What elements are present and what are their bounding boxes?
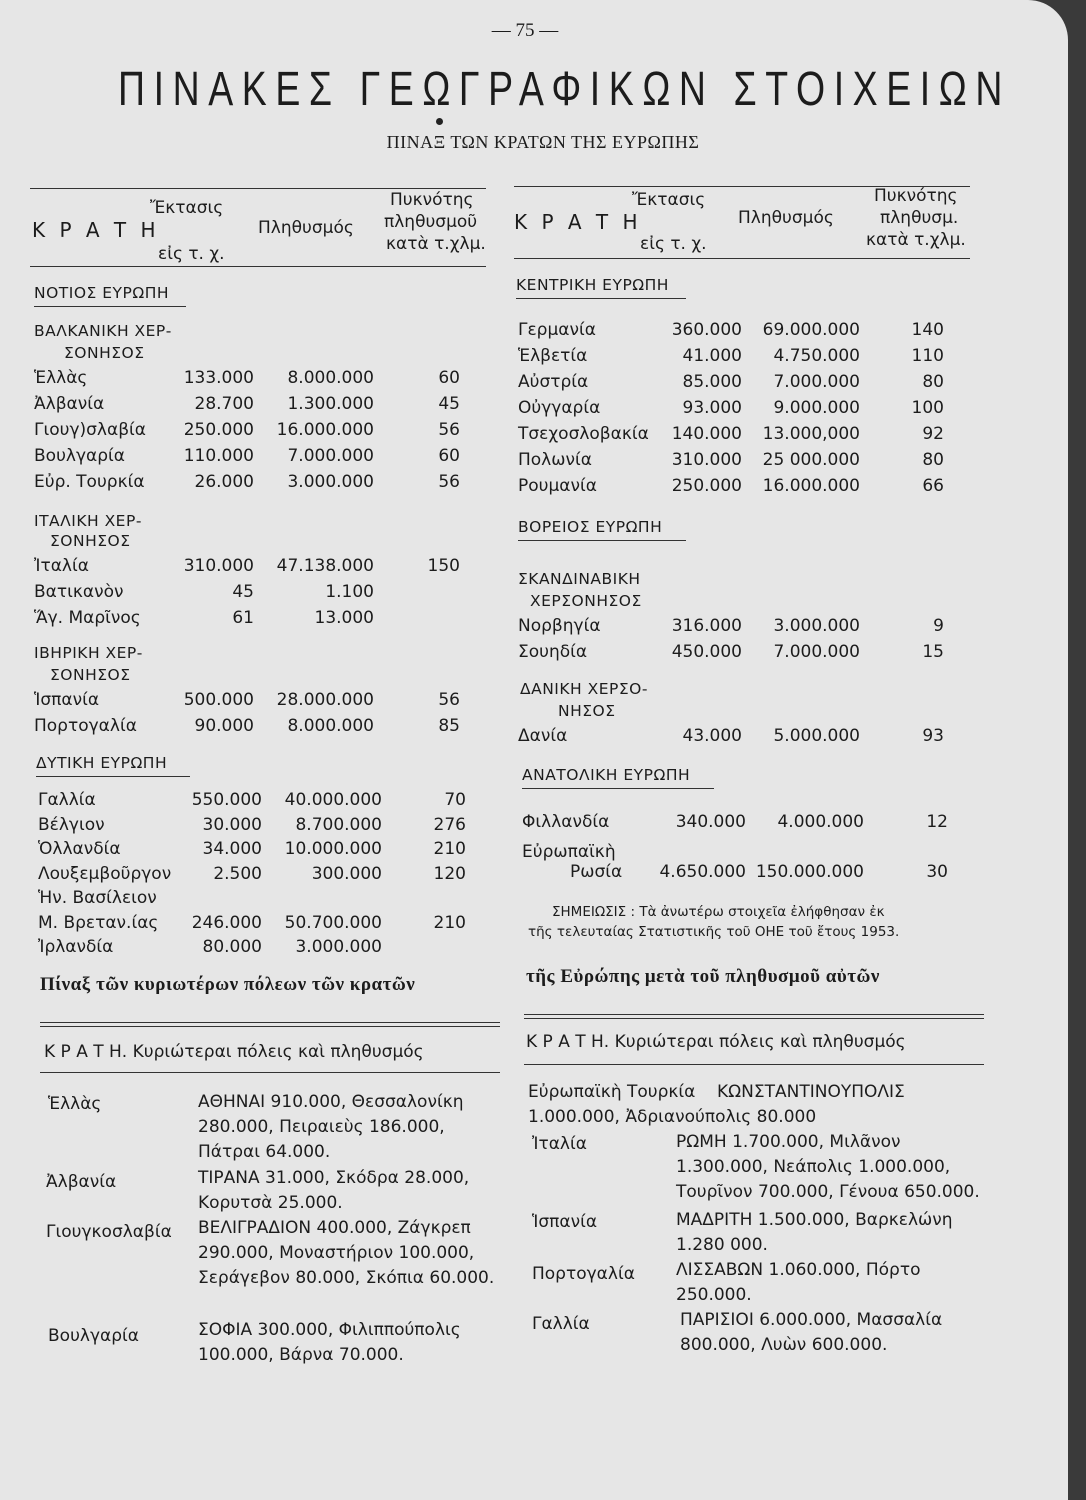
city-state-label: Εὐρωπαϊκὴ Τουρκία [528,1082,696,1102]
table-cell-area: 28.700 [194,394,254,414]
table-cell-pop: 8.000.000 [287,368,374,388]
table-cell-area: 26.000 [194,472,254,492]
table-cell-pop: 3.000.000 [287,472,374,492]
city-state-label: Ἱσπανία [532,1212,598,1232]
page-number: — 75 — [491,20,559,41]
table-cell-name: Νορβηγία [518,616,601,636]
table-cell-name: Ρουμανία [518,476,597,496]
cities-right-header: Κ Ρ Α Τ Η. Κυριώτεραι πόλεις καὶ πληθυσμός [526,1032,906,1052]
table-cell-name: Γιουγ)σλαβία [34,420,147,440]
section-south-europe: ΝΟΤΙΟΣ ΕΥΡΩΠΗ [34,284,170,302]
table-cell-area: 43.000 [682,726,742,746]
table-cell-dens: 120 [433,863,466,884]
table-cell-pop: 5.000.000 [773,726,860,746]
subsection-danish-1: ΔΑΝΙΚΗ ΧΕΡΣΟ- [520,680,648,698]
table-cell-dens: 93 [922,726,944,746]
table-cell-area: 310.000 [183,556,254,576]
left-header-top-rule [30,188,486,189]
table-cell-area: 316.000 [671,616,742,636]
cities-left-header: Κ Ρ Α Τ Η. Κυριώτεραι πόλεις καὶ πληθυσμός [44,1042,424,1062]
table-cell-pop: 50.700.000 [284,912,382,933]
table-cell-pop: 7.000.000 [773,642,860,662]
section-underline [34,306,186,307]
city-list: ΤΙΡΑΝΑ 31.000, Σκόδρα 28.000, Κορυτσὰ 25.000. [198,1168,470,1213]
table-cell-dens: 66 [922,476,944,496]
table-cell-area: 133.000 [183,368,254,388]
table-cell-name: Εὐρ. Τουρκία [34,472,145,492]
table-cell-dens: 150 [427,556,460,576]
city-state-label: Πορτογαλία [532,1264,635,1284]
cities-title-right: τῆς Εὐρώπης μετὰ τοῦ πληθυσμοῦ αὐτῶν [526,966,880,987]
table-cell-name: Πολωνία [518,450,592,470]
table-cell-dens: 210 [433,839,466,859]
table-cell-area: 250.000 [671,476,742,496]
city-list: ΚΩΝΣΤΑΝΤΙΝΟΥΠΟΛΙΣ 1.000.000, Ἀδριανούπολις 80.000 [528,1082,905,1127]
table-cell-dens: 70 [444,790,466,810]
table-cell-area: 360.000 [671,320,742,340]
table-cell-area: 45 [232,582,254,602]
table-cell-name: Ὁλλανδία [38,839,121,859]
table-cell-pop: 13.000 [314,608,374,628]
city-list: ΒΕΛΙΓΡΑΔΙΟΝ 400.000, Ζάγκρεπ 290.000, Μοναστήριον 100.000, Σεράγεβον 80.000, Σκόπια 60.000. [198,1218,495,1288]
table-cell-pop: 300.000 [311,863,382,884]
section-underline [516,298,686,299]
table-cell-name: Βατικανὸν [34,582,124,602]
table-cell-pop: 9.000.000 [773,398,860,418]
table-cell-area: 2.500 [213,863,262,884]
note-line-2: τῆς τελευταίας Στατιστικῆς τοῦ ΟΗΕ τοῦ ἔτους 1953. [528,924,900,940]
table-cell-dens: 210 [433,912,466,933]
subsection-balkan-2: ΣΟΝΗΣΟΣ [64,344,145,362]
cities-title-left: Πίναξ τῶν κυριωτέρων πόλεων τῶν κρατῶν [40,974,416,995]
table-cell-dens: 56 [438,472,460,492]
table-cell-dens: 110 [911,346,944,366]
table-cell-name: Ἱσπανία [34,690,100,710]
table-cell-area: 550.000 [191,790,262,810]
city-state-label: Γιουγκοσλαβία [46,1222,172,1242]
cities-left-bottom-rule [40,1072,500,1073]
table-cell-name: Ἑλβετία [518,346,588,366]
left-header-density-3: κατὰ τ.χλμ. [386,234,486,254]
section-central-europe: ΚΕΝΤΡΙΚΗ ΕΥΡΩΠΗ [516,276,669,294]
table-cell-name: Ἀλβανία [34,394,105,414]
subsection-italy-1: ΙΤΑΛΙΚΗ ΧΕΡ- [34,512,142,530]
table-cell-pop: 28.000.000 [276,690,374,710]
left-header-density-2: πληθυσμοῦ [384,212,478,232]
table-cell-pop: 25 000.000 [762,450,860,470]
table-cell-pop: 16.000.000 [276,420,374,440]
subtitle: ΠΙΝΑΞ ΤΩΝ ΚΡΑΤΩΝ ΤΗΣ ΕΥΡΩΠΗΣ [386,132,700,152]
left-header-bottom-rule [30,266,486,267]
table-cell-dens: 56 [438,690,460,710]
table-cell-dens: 80 [922,372,944,392]
table-cell-area: 500.000 [183,690,254,710]
table-cell-area: 93.000 [682,398,742,418]
table-cell-dens: 140 [911,320,944,340]
table-cell-dens: 80 [922,450,944,470]
table-cell-name: Λουξεμβοῦργον [38,863,172,884]
table-cell-pop: 8.700.000 [295,814,382,835]
table-cell-name: Δανία [518,726,568,746]
subsection-danish-2: ΝΗΣΟΣ [558,702,616,720]
city-list: ΜΑΔΡΙΤΗ 1.500.000, Βαρκελώνη 1.280 000. [676,1210,953,1255]
table-cell-area: 61 [232,608,254,628]
table-cell-pop: 7.000.000 [773,372,860,392]
table-cell-area: 250.000 [183,420,254,440]
subsection-balkan-1: ΒΑΛΚΑΝΙΚΗ ΧΕΡ- [34,322,172,340]
table-cell-dens: 276 [433,814,466,835]
section-underline [518,540,686,541]
table-cell-dens: 45 [438,394,460,414]
right-header-density-3: κατὰ τ.χλμ. [866,230,966,250]
table-cell-pop: 13.000,000 [762,424,860,444]
table-cell-name: Γαλλία [38,790,96,810]
table-cell-dens: 92 [922,424,944,444]
cities-left-top-rule-2 [40,1026,500,1027]
table-cell-name: Αὐστρία [518,372,589,392]
table-cell-name: Βέλγιον [38,814,105,835]
table-cell-pop: 1.300.000 [287,394,374,414]
right-header-area-1: Ἔκτασις [632,190,706,210]
table-cell-area: 90.000 [194,716,254,736]
table-cell-dens: 56 [438,420,460,440]
table-cell-pop: 4.000.000 [777,812,864,832]
cities-right-top-rule-2 [524,1018,984,1019]
table-cell-name: Πορτογαλία [34,716,137,736]
table-cell-name: Τσεχοσλοβακία [518,424,649,444]
table-cell-pop: 1.100 [325,582,374,602]
main-title: ΠΙΝΑΚΕΣ ΓΕΩΓΡΑΦΙΚΩΝ ΣΤΟΙΧΕΙΩΝ [118,63,1011,116]
city-list: ΣΟΦΙΑ 300.000, Φιλιππούπολις 100.000, Βάρνα 70.000. [198,1320,461,1365]
city-list-turkey [528,1080,988,1130]
city-list: ΑΘΗΝΑΙ 910.000, Θεσσαλονίκη 280.000, Πειραιεὺς 186.000, Πάτραι 64.000. [198,1092,464,1162]
table-cell-pop: 16.000.000 [762,476,860,496]
table-cell-pop: 47.138.000 [276,556,374,576]
table-cell-area: 140.000 [671,424,742,444]
cities-left-top-rule [40,1022,500,1023]
table-cell-name: Φιλλανδία [522,812,610,832]
table-cell-area: 110.000 [183,446,254,466]
section-east-europe: ΑΝΑΤΟΛΙΚΗ ΕΥΡΩΠΗ [522,766,691,784]
table-cell-area: 34.000 [202,839,262,859]
table-cell-dens: 15 [922,642,944,662]
city-state-label: Βουλγαρία [48,1326,139,1346]
table-cell-pop: 3.000.000 [295,937,382,957]
table-cell-area: 30.000 [202,814,262,835]
table-cell-name: Σουηδία [518,642,588,662]
right-header-area-2: εἰς τ. χ. [640,234,707,254]
title-dot-ornament [436,118,443,125]
table-cell-dens: 12 [926,812,948,832]
right-header-density-2: πληθυσμ. [880,208,959,228]
subsection-scandinavia-1: ΣΚΑΝΔΙΝΑΒΙΚΗ [518,570,641,588]
table-cell-name: Εὐρωπαϊκὴ [522,842,616,862]
table-cell-name: Ἰταλία [34,556,89,576]
table-cell-name: Ρωσία [570,862,623,882]
subsection-italy-2: ΣΟΝΗΣΟΣ [50,532,131,550]
section-underline [522,788,714,789]
city-state-label: Γαλλία [532,1314,590,1334]
left-header-population: Πληθυσμός [258,218,354,238]
city-state-label: Ἀλβανία [46,1172,117,1192]
table-cell-area: 450.000 [671,642,742,662]
right-header-density-1: Πυκνότης [874,186,958,206]
left-header-area-2: εἰς τ. χ. [158,244,225,264]
table-cell-area: 340.000 [675,812,746,832]
note-line-1: ΣΗΜΕΙΩΣΙΣ : Τὰ ἀνωτέρω στοιχεῖα ἐλήφθησαν ἐκ [552,904,885,920]
right-header-states: Κ Ρ Α Τ Η [514,210,642,234]
city-list: ΛΙΣΣΑΒΩΝ 1.060.000, Πόρτο 250.000. [676,1260,921,1305]
section-west-europe: ΔΥΤΙΚΗ ΕΥΡΩΠΗ [36,754,168,772]
table-cell-pop: 10.000.000 [284,839,382,859]
table-cell-name: Γερμανία [518,320,596,340]
table-cell-pop: 3.000.000 [773,616,860,636]
right-header-bottom-rule [514,258,970,259]
city-state-label: Ἑλλὰς [48,1094,102,1114]
table-cell-area: 310.000 [671,450,742,470]
table-cell-pop: 4.750.000 [773,346,860,366]
city-list: ΡΩΜΗ 1.700.000, Μιλᾶνον 1.300.000, Νεάπολις 1.000.000, Τουρῖνον 700.000, Γένουα 650.000. [676,1132,980,1202]
table-cell-pop: 150.000.000 [755,862,864,882]
table-cell-dens: 60 [438,446,460,466]
table-cell-dens: 60 [438,368,460,388]
table-cell-pop: 40.000.000 [284,790,382,810]
table-cell-dens: 9 [933,616,944,636]
table-cell-area: 41.000 [682,346,742,366]
table-cell-dens: 100 [911,398,944,418]
table-cell-name: Ἅγ. Μαρῖνος [34,608,141,628]
city-list: ΠΑΡΙΣΙΟΙ 6.000.000, Μασσαλία 800.000, Λυὼν 600.000. [680,1310,943,1355]
section-north-europe: ΒΟΡΕΙΟΣ ΕΥΡΩΠΗ [518,518,663,536]
city-state-label: Ἰταλία [532,1134,587,1154]
subsection-scandinavia-2: ΧΕΡΣΟΝΗΣΟΣ [530,592,642,610]
table-cell-area: 246.000 [191,912,262,933]
left-header-density-1: Πυκνότης [390,190,474,210]
table-cell-name: Ἡν. Βασίλειον [38,888,157,908]
subsection-iberia-1: ΙΒΗΡΙΚΗ ΧΕΡ- [34,644,143,662]
left-header-area-1: Ἔκτασις [150,198,224,218]
cities-right-top-rule [524,1014,984,1015]
subsection-iberia-2: ΣΟΝΗΣΟΣ [50,666,131,684]
table-cell-name: Ἰρλανδία [38,937,114,957]
cities-right-bottom-rule [524,1064,984,1065]
table-cell-name: Ἑλλὰς [34,368,88,388]
table-cell-name: Μ. Βρεταν.ίας [38,912,159,933]
table-cell-pop: 69.000.000 [762,320,860,340]
right-header-population: Πληθυσμός [738,208,834,228]
table-cell-area: 85.000 [682,372,742,392]
table-cell-pop: 8.000.000 [287,716,374,736]
table-cell-dens: 85 [438,716,460,736]
table-cell-name: Οὐγγαρία [518,398,601,418]
table-cell-pop: 7.000.000 [287,446,374,466]
table-cell-dens: 30 [926,862,948,882]
table-cell-area: 80.000 [202,937,262,957]
table-cell-name: Βουλγαρία [34,446,125,466]
section-underline [36,776,190,777]
left-header-states: Κ Ρ Α Τ Η [32,218,160,242]
table-cell-area: 4.650.000 [659,862,746,882]
